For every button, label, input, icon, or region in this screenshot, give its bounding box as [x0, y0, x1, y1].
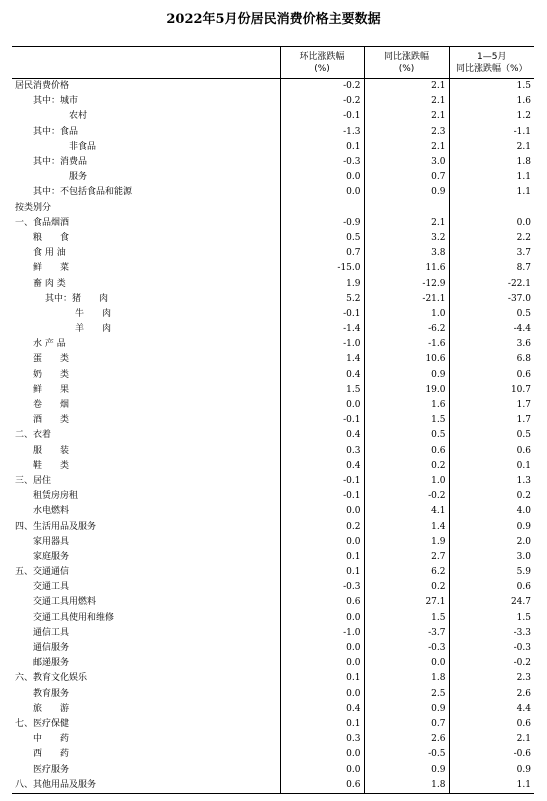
ytd-value: 1.6	[449, 94, 534, 109]
yoy-value: 0.9	[364, 702, 449, 717]
mom-value: -15.0	[280, 261, 364, 276]
ytd-value: 6.8	[449, 352, 534, 367]
row-label: 鲜 菜	[33, 263, 70, 274]
mom-value: 0.4	[280, 428, 364, 443]
row-label: 通信服务	[33, 643, 70, 654]
ytd-value: 5.9	[449, 565, 534, 580]
ytd-value: 1.5	[449, 611, 534, 626]
yoy-value: 1.5	[364, 611, 449, 626]
mom-value: 0.0	[280, 747, 364, 762]
row-label: 七、医疗保健	[15, 718, 70, 729]
mom-value	[280, 201, 364, 216]
mom-value: 0.6	[280, 778, 364, 794]
yoy-value: -0.2	[364, 489, 449, 504]
table-row	[12, 519, 534, 534]
table-row	[12, 489, 534, 504]
ytd-value: 1.1	[449, 778, 534, 794]
row-label: 家用器具	[33, 536, 70, 547]
yoy-value: 27.1	[364, 595, 449, 610]
mom-value: -0.1	[280, 413, 364, 428]
mom-value: 0.7	[280, 246, 364, 261]
row-label: 鲜 果	[33, 384, 70, 395]
table-row	[12, 307, 534, 322]
yoy-value: -3.7	[364, 626, 449, 641]
row-label: 三、居住	[15, 475, 52, 486]
row-label: 租赁房房租	[33, 491, 79, 502]
yoy-value: 1.0	[364, 307, 449, 322]
table-row	[12, 352, 534, 367]
ytd-value: 0.5	[449, 428, 534, 443]
row-label: 五、交通通信	[15, 567, 70, 578]
header-ytd-line1: 1—5月	[477, 51, 507, 62]
table-header	[12, 47, 534, 79]
table-row	[12, 276, 534, 291]
row-label: 牛 肉	[75, 308, 112, 319]
yoy-value: 0.2	[364, 580, 449, 595]
mom-value: -0.1	[280, 109, 364, 124]
table-row	[12, 368, 534, 383]
header-ytd	[449, 47, 534, 79]
table-row	[12, 656, 534, 671]
row-label: 其中：消费品	[33, 157, 88, 168]
row-label: 教育服务	[33, 688, 70, 699]
mom-value: 0.2	[280, 519, 364, 534]
yoy-value: 0.6	[364, 444, 449, 459]
yoy-value: 2.1	[364, 109, 449, 124]
header-yoy	[364, 47, 449, 79]
yoy-value: 1.8	[364, 671, 449, 686]
row-label: 食 用 油	[33, 248, 66, 259]
ytd-value: -0.3	[449, 641, 534, 656]
yoy-value: 1.5	[364, 413, 449, 428]
row-label: 邮递服务	[33, 658, 70, 669]
yoy-value: 11.6	[364, 261, 449, 276]
table-body	[12, 79, 534, 794]
yoy-value: 2.7	[364, 550, 449, 565]
header-label-column	[12, 47, 280, 79]
row-label: 酒 类	[33, 415, 70, 426]
ytd-value: 0.1	[449, 459, 534, 474]
row-label: 旅 游	[33, 703, 70, 714]
ytd-value: 1.1	[449, 170, 534, 185]
mom-value: -1.4	[280, 322, 364, 337]
row-label: 四、生活用品及服务	[15, 521, 97, 532]
table-row	[12, 595, 534, 610]
mom-value: 5.2	[280, 292, 364, 307]
mom-value: 0.0	[280, 535, 364, 550]
table-row	[12, 383, 534, 398]
header-yoy-line1: 同比涨跌幅	[383, 51, 429, 62]
ytd-value: 8.7	[449, 261, 534, 276]
mom-value: 0.1	[280, 671, 364, 686]
table-row	[12, 94, 534, 109]
table-row	[12, 216, 534, 231]
yoy-value: 2.1	[364, 79, 449, 95]
table-row	[12, 261, 534, 276]
mom-value: 0.1	[280, 550, 364, 565]
row-label: 一、食品烟酒	[15, 217, 70, 228]
row-label: 水 产 品	[33, 339, 66, 350]
ytd-value: -3.3	[449, 626, 534, 641]
row-label: 其中：城市	[33, 96, 79, 107]
row-label: 按类别分	[15, 202, 52, 213]
mom-value: 1.5	[280, 383, 364, 398]
header-ytd-line2: 同比涨跌幅（%）	[455, 63, 528, 74]
yoy-value: 2.3	[364, 125, 449, 140]
header-mom-line2: (%)	[314, 63, 330, 74]
mom-value: 0.4	[280, 459, 364, 474]
row-label: 交通工具用燃料	[33, 597, 97, 608]
table-row	[12, 459, 534, 474]
table-row	[12, 428, 534, 443]
yoy-value: 2.6	[364, 732, 449, 747]
ytd-value	[449, 201, 534, 216]
row-label: 粮 食	[33, 232, 70, 243]
row-label: 卷 烟	[33, 400, 70, 411]
mom-value: -0.3	[280, 155, 364, 170]
header-yoy-line2: (%)	[398, 63, 415, 74]
table-row	[12, 474, 534, 489]
table-row	[12, 641, 534, 656]
row-label: 农村	[69, 111, 88, 122]
table-row	[12, 109, 534, 124]
ytd-value: 0.6	[449, 717, 534, 732]
table-row	[12, 140, 534, 155]
table-row	[12, 550, 534, 565]
row-label: 其中：食品	[33, 126, 79, 137]
mom-value: 0.0	[280, 170, 364, 185]
mom-value: 0.4	[280, 368, 364, 383]
row-label: 家庭服务	[33, 551, 70, 562]
yoy-value: 1.0	[364, 474, 449, 489]
ytd-value: 10.7	[449, 383, 534, 398]
table-row	[12, 535, 534, 550]
mom-value: 0.4	[280, 702, 364, 717]
yoy-value: 0.9	[364, 762, 449, 777]
ytd-value: 0.5	[449, 307, 534, 322]
yoy-value: 3.0	[364, 155, 449, 170]
table-row	[12, 185, 534, 200]
ytd-value: 3.6	[449, 337, 534, 352]
table-row	[12, 626, 534, 641]
table-row	[12, 702, 534, 717]
mom-value: -1.0	[280, 626, 364, 641]
row-label: 医疗服务	[33, 764, 70, 775]
table-row	[12, 246, 534, 261]
ytd-value: 0.9	[449, 519, 534, 534]
ytd-value: 2.1	[449, 732, 534, 747]
yoy-value: 0.0	[364, 656, 449, 671]
yoy-value: 2.1	[364, 94, 449, 109]
row-label: 蛋 类	[33, 354, 70, 365]
mom-value: 0.0	[280, 185, 364, 200]
row-label: 畜 肉 类	[33, 278, 66, 289]
yoy-value: -21.1	[364, 292, 449, 307]
mom-value: -0.9	[280, 216, 364, 231]
row-label: 八、其他用品及服务	[12, 778, 280, 794]
table-row	[12, 611, 534, 626]
ytd-value: 1.7	[449, 398, 534, 413]
mom-value: -0.1	[280, 307, 364, 322]
yoy-value: -0.5	[364, 747, 449, 762]
ytd-value: -4.4	[449, 322, 534, 337]
yoy-value: 2.1	[364, 216, 449, 231]
row-label: 交通工具使用和维修	[33, 612, 115, 623]
yoy-value: 0.9	[364, 185, 449, 200]
table-row	[12, 580, 534, 595]
mom-value: 0.6	[280, 595, 364, 610]
yoy-value: 10.6	[364, 352, 449, 367]
ytd-value: 2.0	[449, 535, 534, 550]
ytd-value: -0.6	[449, 747, 534, 762]
yoy-value: 3.2	[364, 231, 449, 246]
yoy-value: -0.3	[364, 641, 449, 656]
table-row	[12, 170, 534, 185]
yoy-value: 2.1	[364, 140, 449, 155]
mom-value: 0.3	[280, 732, 364, 747]
row-label: 居民消费价格	[15, 81, 70, 92]
mom-value: 0.5	[280, 231, 364, 246]
yoy-value: 1.6	[364, 398, 449, 413]
ytd-value: 0.6	[449, 580, 534, 595]
row-label: 通信工具	[33, 627, 70, 638]
mom-value: 0.0	[280, 504, 364, 519]
row-label: 交通工具	[33, 582, 70, 593]
yoy-value: -1.6	[364, 337, 449, 352]
table-row	[12, 778, 534, 794]
yoy-value: 2.5	[364, 687, 449, 702]
table-row	[12, 732, 534, 747]
table-row	[12, 504, 534, 519]
row-label: 羊 肉	[75, 324, 112, 335]
yoy-value: 3.8	[364, 246, 449, 261]
table-row	[12, 747, 534, 762]
mom-value: -1.3	[280, 125, 364, 140]
ytd-value: 2.6	[449, 687, 534, 702]
mom-value: 0.3	[280, 444, 364, 459]
yoy-value: 0.5	[364, 428, 449, 443]
row-label: 其中：不包括食品和能源	[33, 187, 133, 198]
ytd-value: 2.1	[449, 140, 534, 155]
row-label: 非食品	[69, 141, 97, 152]
ytd-value: -0.2	[449, 656, 534, 671]
ytd-value: 1.5	[449, 79, 534, 95]
mom-value: 1.4	[280, 352, 364, 367]
ytd-value: 0.9	[449, 762, 534, 777]
mom-value: 0.0	[280, 641, 364, 656]
mom-value: 0.1	[280, 140, 364, 155]
mom-value: -0.2	[280, 79, 364, 95]
ytd-value: 1.1	[449, 185, 534, 200]
ytd-value: 0.0	[449, 216, 534, 231]
yoy-value: 0.2	[364, 459, 449, 474]
row-label: 服务	[69, 172, 88, 183]
row-label: 服 装	[33, 445, 70, 456]
ytd-value: 2.3	[449, 671, 534, 686]
table-row	[12, 292, 534, 307]
ytd-value: 24.7	[449, 595, 534, 610]
yoy-value: 0.7	[364, 170, 449, 185]
table-row	[12, 125, 534, 140]
row-label: 鞋 类	[33, 460, 70, 471]
row-label: 二、衣着	[15, 430, 52, 441]
table-row	[12, 398, 534, 413]
table-row	[12, 444, 534, 459]
table-row	[12, 717, 534, 732]
table-row	[12, 201, 534, 216]
row-label: 奶 类	[33, 369, 70, 380]
yoy-value: 6.2	[364, 565, 449, 580]
ytd-value: 4.0	[449, 504, 534, 519]
table-row	[12, 687, 534, 702]
document-title: 2022年5月份居民消费价格主要数据	[166, 12, 381, 27]
mom-value: -0.1	[280, 474, 364, 489]
ytd-value: 1.3	[449, 474, 534, 489]
mom-value: -1.0	[280, 337, 364, 352]
mom-value: 0.1	[280, 717, 364, 732]
table-row	[12, 565, 534, 580]
mom-value: 1.9	[280, 276, 364, 291]
row-label: 西 药	[33, 749, 70, 760]
ytd-value: -1.1	[449, 125, 534, 140]
mom-value: 0.0	[280, 762, 364, 777]
row-label: 六、教育文化娱乐	[15, 673, 88, 684]
yoy-value: 19.0	[364, 383, 449, 398]
table-row	[12, 671, 534, 686]
yoy-value: 1.8	[364, 778, 449, 794]
ytd-value: 3.0	[449, 550, 534, 565]
row-label: 水电燃料	[33, 506, 70, 517]
mom-value: 0.0	[280, 687, 364, 702]
header-mom	[280, 47, 364, 79]
row-label: 其中：猪 肉	[45, 293, 109, 304]
ytd-value: 1.7	[449, 413, 534, 428]
mom-value: 0.0	[280, 611, 364, 626]
yoy-value: -12.9	[364, 276, 449, 291]
ytd-value: 1.2	[449, 109, 534, 124]
mom-value: -0.1	[280, 489, 364, 504]
ytd-value: 0.6	[449, 444, 534, 459]
mom-value: 0.0	[280, 656, 364, 671]
ytd-value: 4.4	[449, 702, 534, 717]
ytd-value: 0.6	[449, 368, 534, 383]
yoy-value: 1.9	[364, 535, 449, 550]
ytd-value: 1.8	[449, 155, 534, 170]
header-mom-line1: 环比涨跌幅	[299, 51, 345, 62]
yoy-value: 0.9	[364, 368, 449, 383]
table-row	[12, 231, 534, 246]
table-row	[12, 413, 534, 428]
ytd-value: 3.7	[449, 246, 534, 261]
ytd-value: 2.2	[449, 231, 534, 246]
table-row	[12, 322, 534, 337]
mom-value: -0.2	[280, 94, 364, 109]
table-row	[12, 337, 534, 352]
mom-value: 0.0	[280, 398, 364, 413]
yoy-value: 4.1	[364, 504, 449, 519]
ytd-value: -37.0	[449, 292, 534, 307]
mom-value: 0.1	[280, 565, 364, 580]
table-row	[12, 79, 534, 95]
cpi-data-table	[12, 46, 534, 794]
table-row	[12, 155, 534, 170]
yoy-value: 0.7	[364, 717, 449, 732]
table-row	[12, 762, 534, 777]
yoy-value	[364, 201, 449, 216]
yoy-value: -6.2	[364, 322, 449, 337]
yoy-value: 1.4	[364, 519, 449, 534]
mom-value: -0.3	[280, 580, 364, 595]
ytd-value: 0.2	[449, 489, 534, 504]
row-label: 中 药	[33, 734, 70, 745]
ytd-value: -22.1	[449, 276, 534, 291]
